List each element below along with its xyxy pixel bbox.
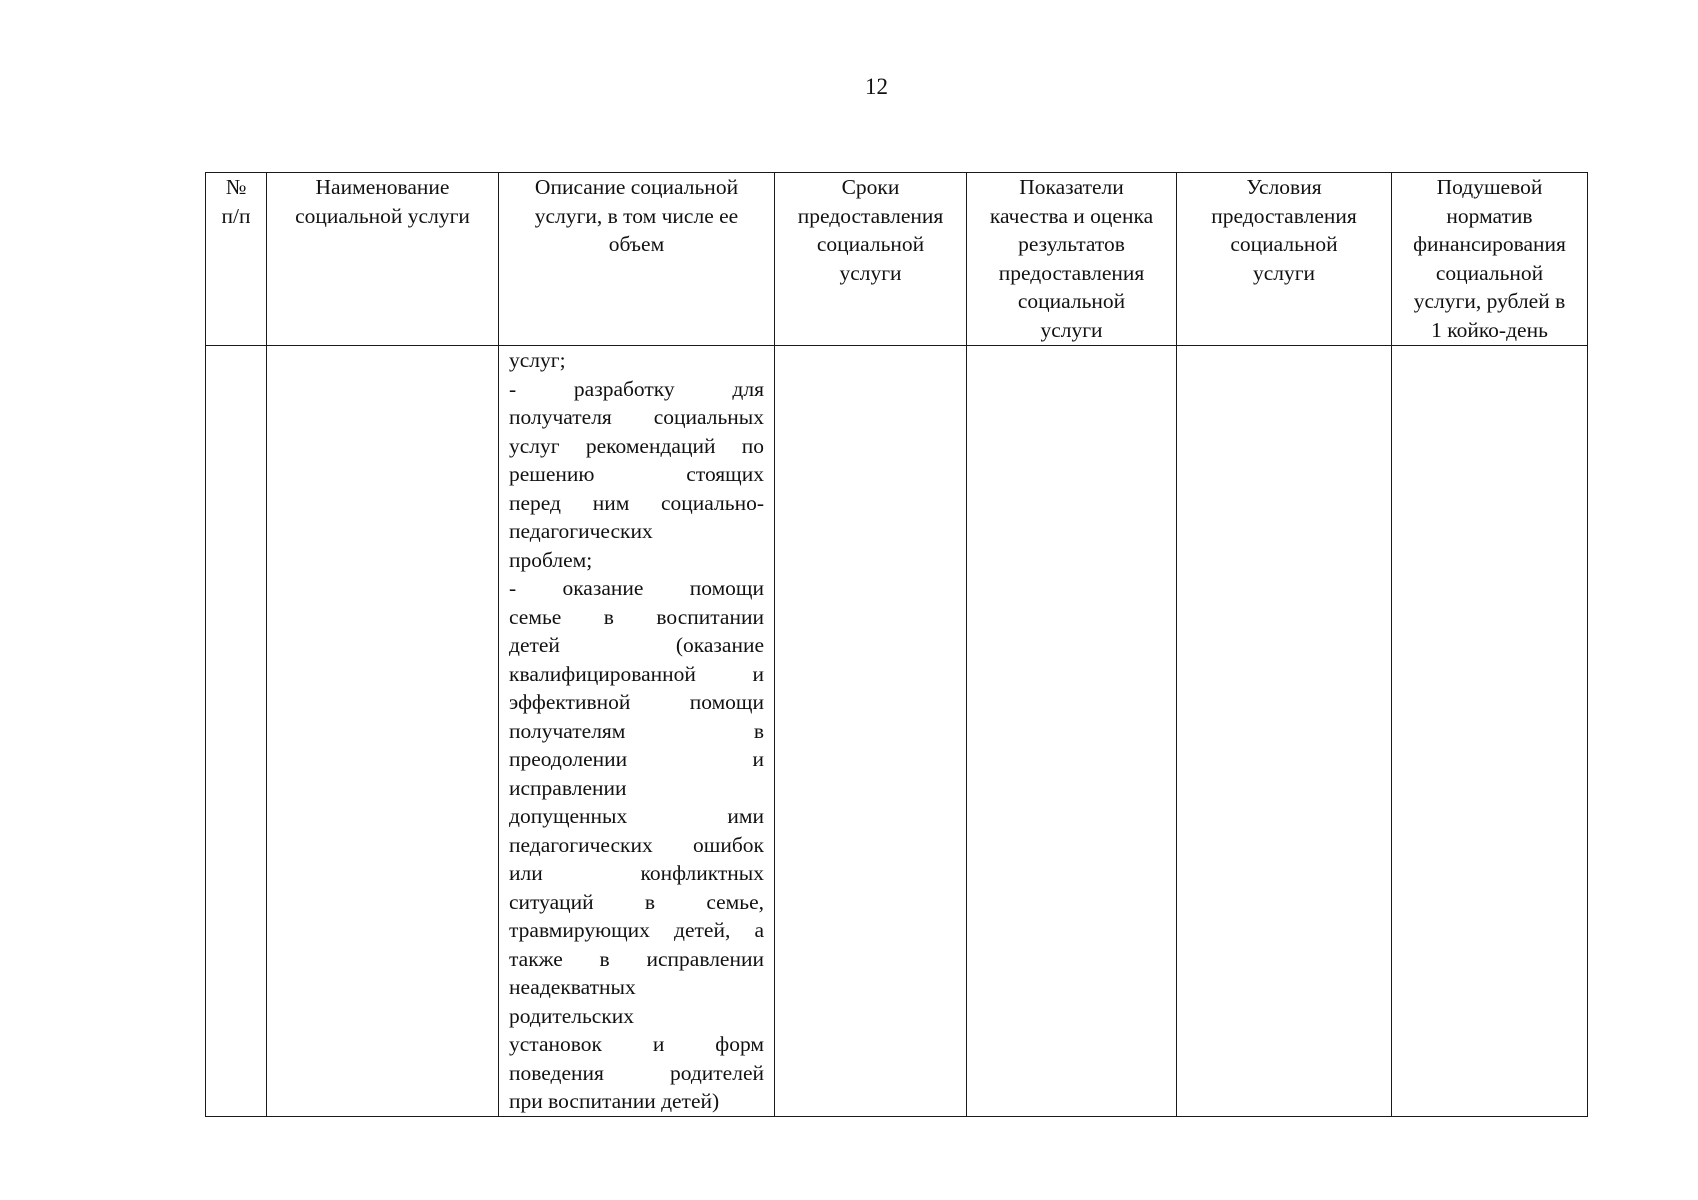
header-number [206,173,267,346]
description-line: или конфликтных [509,861,764,885]
table-row [206,346,1588,1117]
header-financing-norm [1392,173,1588,346]
description-line: преодолении и [509,747,764,771]
cell-financing-norm [1392,346,1588,1117]
header-conditions-label: Условия предоставления социальной услуги [1211,175,1357,285]
description-line: эффективной помощи [509,690,764,714]
description-line: услуг рекомендаций по [509,433,764,458]
cell-number [206,346,267,1117]
description-line: - разработку для [509,376,764,401]
header-number-label: № п/п [221,175,251,228]
description-line: исправлении [509,775,627,800]
cell-service-name [267,346,499,1117]
description-line: проблем; [509,547,593,572]
cell-terms [775,346,967,1117]
table-header-row [206,173,1588,346]
description-line: детей (оказание [509,633,764,657]
description-line: педагогических [509,519,653,543]
cell-quality-indicators [967,346,1177,1117]
description-line: - оказание помощи [509,576,764,600]
description-text [499,346,774,1116]
page-number: 12 [865,74,888,99]
header-description-label: Описание социальной услуги, в том числе ее объем [534,175,739,256]
header-financing-norm-label: Подушевой норматив финансирования социальной услуги, рублей в 1 койко-день [1413,175,1566,342]
description-line: получателям в [509,718,764,743]
header-service-name [267,173,499,346]
description-line: родительских [509,1003,635,1028]
description-line: услуг; [509,348,566,372]
social-services-table [205,172,1588,1117]
description-line: травмирующих детей, а [509,918,764,942]
header-terms-label: Сроки предоставления социальной услуги [797,175,944,285]
header-description [499,173,775,346]
description-line: также в исправлении [509,946,764,971]
description-line: установок и форм [509,1032,764,1056]
header-conditions [1177,173,1392,346]
description-line: ситуаций в семье, [509,889,764,914]
header-quality-indicators-label: Показатели качества и оценка результатов предоставления социальной услуги [989,175,1154,342]
description-line: педагогических ошибок [509,832,764,857]
description-line: семье в воспитании [509,604,764,629]
cell-conditions [1177,346,1392,1117]
description-line: поведения родителей [509,1060,764,1085]
description-line: допущенных ими [509,804,764,828]
cell-description [499,346,775,1117]
header-service-name-label: Наименование социальной услуги [295,175,470,228]
description-line: квалифицированной и [509,661,764,686]
description-line: решению стоящих [509,462,764,486]
header-quality-indicators [967,173,1177,346]
header-terms [775,173,967,346]
description-line: получателя социальных [509,405,764,429]
description-line: перед ним социально- [509,490,764,515]
description-line: неадекватных [509,975,636,999]
description-line: при воспитании детей) [509,1089,720,1113]
